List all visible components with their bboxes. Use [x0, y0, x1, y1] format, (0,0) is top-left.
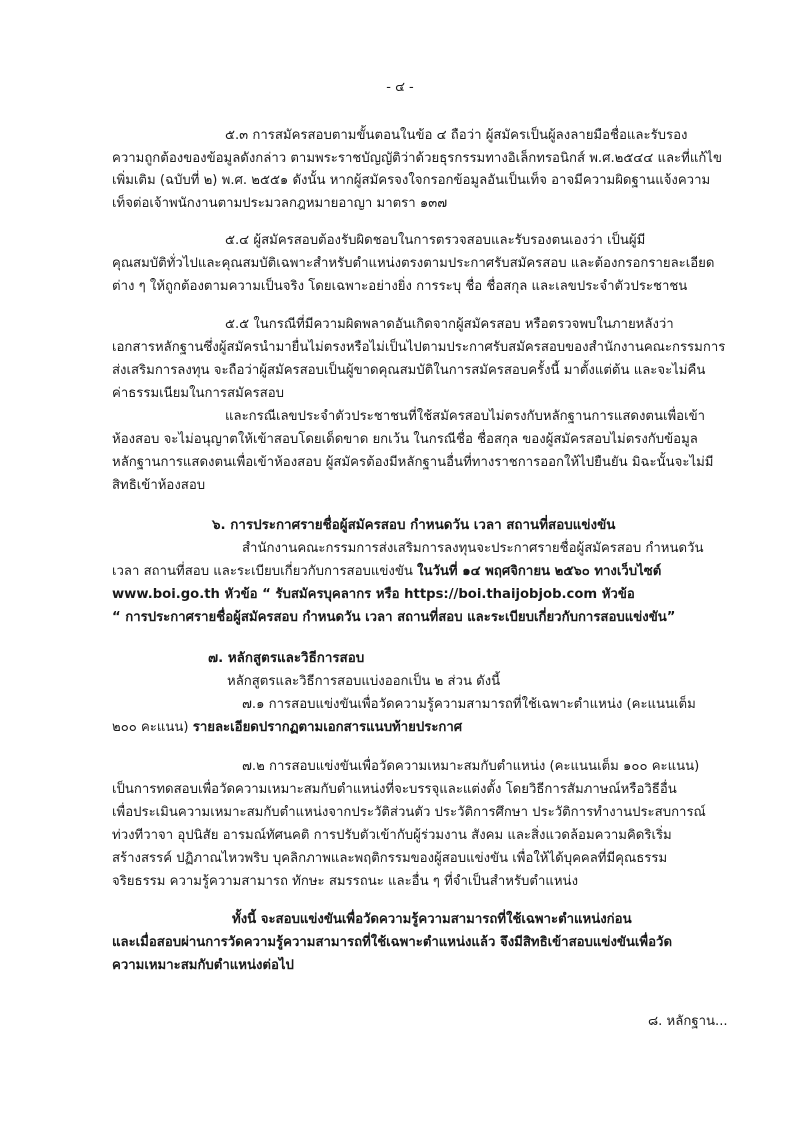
- paragraph-line: [112, 563, 661, 581]
- note-line: ความเหมาะสมกับตำแหน่งต่อไป: [112, 958, 294, 973]
- paragraph-line: ๗.๒ การสอบแข่งขันเพื่อวัดความเหมาะสมกับตำแหน่ง (คะแนนเต็ม ๑๐๐ คะแนน): [242, 759, 700, 774]
- note-line: ทั้งนี้ จะสอบแข่งขันเพื่อวัดความรู้ความสามารถที่ใช้เฉพาะตำแหน่งก่อน: [232, 912, 632, 927]
- paragraph-line: จริยธรรม ความรู้ความสามารถ ทักษะ สมรรถนะ และอื่น ๆ ที่จำเป็นสำหรับตำแหน่ง: [112, 874, 579, 889]
- paragraph-line: คุณสมบัติทั่วไปและคุณสมบัติเฉพาะสำหรับตำแหน่งตรงตามประกาศรับสมัครสอบ และต้องกรอกรายละเอียด: [112, 256, 715, 271]
- paragraph-line: เป็นการทดสอบเพื่อวัดความเหมาะสมกับตำแหน่งที่จะบรรจุและแต่งตั้ง โดยวิธีการสัมภาษณ์หรือวิธีอื่น: [112, 782, 677, 797]
- paragraph-line: เอกสารหลักฐานซึ่งผู้สมัครนำมายื่นไม่ตรงหรือไม่เป็นไปตามประกาศรับสมัครสอบของสำนักงานคณะกรรมการ: [112, 340, 726, 355]
- announcement-date: ในวันที่ ๑๔ พฤศจิกายน ๒๕๖๐ ทางเว็บไซต์: [417, 564, 662, 579]
- paragraph-line: ห้องสอบ จะไม่อนุญาตให้เข้าสอบโดยเด็ดขาด ยกเว้น ในกรณีชื่อ ชื่อสกุล ของผู้สมัครสอบไม่ตรงกับข้อมูล: [112, 432, 698, 447]
- paragraph-line: ๕.๓ การสมัครสอบตามขั้นตอนในข้อ ๔ ถือว่า ผู้สมัครเป็นผู้ลงลายมือชื่อและรับรอง: [225, 128, 688, 143]
- paragraph-line: ๕.๕ ในกรณีที่มีความผิดพลาดอันเกิดจากผู้สมัครสอบ หรือตรวจพบในภายหลังว่า: [225, 317, 674, 332]
- continuation-marker: ๘. หลักฐาน...: [648, 1014, 728, 1029]
- paragraph-line: หลักสูตรและวิธีการสอบแบ่งออกเป็น ๒ ส่วน ดังนี้: [227, 674, 501, 689]
- paragraph-line: และกรณีเลขประจำตัวประชาชนที่ใช้สมัครสอบไม่ตรงกับหลักฐานการแสดงตนเพื่อเข้า: [225, 409, 706, 424]
- website-line: www.boi.go.th หัวข้อ “ รับสมัครบุคลากร หรือ https://boi.thaijobjob.com หัวข้อ: [112, 587, 635, 602]
- section-heading: ๗. หลักสูตรและวิธีการสอบ: [208, 651, 365, 666]
- text-normal: เวลา สถานที่สอบ และระเบียบเกี่ยวกับการสอบแข่งขัน: [112, 564, 418, 579]
- paragraph-line: สิทธิเข้าห้องสอบ: [112, 478, 206, 493]
- paragraph-line: เพิ่มเติม (ฉบับที่ ๒) พ.ศ. ๒๕๕๑ ดังนั้น หากผู้สมัครจงใจกรอกข้อมูลอันเป็นเท็จ อาจมีความผิดฐานแจ้งความ: [112, 173, 711, 188]
- paragraph-line: หลักฐานการแสดงตนเพื่อเข้าห้องสอบ ผู้สมัครต้องมีหลักฐานอื่นที่ทางราชการออกให้ไปยืนยัน มิฉะนั้นจะไม่มี: [112, 455, 714, 470]
- paragraph-line: สร้างสรรค์ ปฏิภาณไหวพริบ บุคลิกภาพและพฤติกรรมของผู้สอบแข่งขัน เพื่อให้ได้บุคคลที่มีคุณธรรม: [112, 851, 668, 866]
- paragraph-line: ความถูกต้องของข้อมูลดังกล่าว ตามพระราชบัญญัติว่าด้วยธุรกรรมทางอิเล็กทรอนิกส์ พ.ศ.๒๕๔๔ และที่แก้ไข: [112, 151, 722, 166]
- section-heading: ๖. การประกาศรายชื่อผู้สมัครสอบ กำหนดวัน เวลา สถานที่สอบแข่งขัน: [212, 518, 616, 533]
- topic-line: “ การประกาศรายชื่อผู้สมัครสอบ กำหนดวัน เวลา สถานที่สอบ และระเบียบเกี่ยวกับการสอบแข่งขัน”: [112, 610, 676, 625]
- paragraph-line: [112, 719, 462, 737]
- paragraph-line: ส่งเสริมการลงทุน จะถือว่าผู้สมัครสอบเป็นผู้ขาดคุณสมบัติในการสมัครสอบครั้งนี้ มาตั้งแต่ต้น และจะไม่คืน: [112, 363, 706, 378]
- paragraph-line: ค่าธรรมเนียมในการสมัครสอบ: [112, 386, 284, 401]
- paragraph-line: ๗.๑ การสอบแข่งขันเพื่อวัดความรู้ความสามารถที่ใช้เฉพาะตำแหน่ง (คะแนนเต็ม: [242, 697, 696, 712]
- page-number: - ๔ -: [386, 80, 414, 95]
- paragraph-line: ท่วงทีวาจา อุปนิสัย อารมณ์ทัศนคติ การปรับตัวเข้ากับผู้ร่วมงาน สังคม และสิ่งแวดล้อมความคิดริเริ่ม: [112, 828, 672, 843]
- paragraph-line: เพื่อประเมินความเหมาะสมกับตำแหน่งจากประวัติส่วนตัว ประวัติการศึกษา ประวัติการทำงานประสบการณ์: [112, 805, 706, 820]
- note-line: และเมื่อสอบผ่านการวัดความรู้ความสามารถที่ใช้เฉพาะตำแหน่งแล้ว จึงมีสิทธิเข้าสอบแข่งขันเพื่อวัด: [112, 935, 673, 950]
- paragraph-line: สำนักงานคณะกรรมการส่งเสริมการลงทุนจะประกาศรายชื่อผู้สมัครสอบ กำหนดวัน: [242, 541, 704, 556]
- paragraph-line: เท็จต่อเจ้าพนักงานตามประมวลกฎหมายอาญา มาตรา ๑๓๗: [112, 196, 448, 211]
- text-bold: รายละเอียดปรากฏตามเอกสารแนบท้ายประกาศ: [192, 720, 463, 735]
- text-normal: ๒๐๐ คะแนน): [112, 720, 193, 735]
- paragraph-line: ๕.๔ ผู้สมัครสอบต้องรับผิดชอบในการตรวจสอบและรับรองตนเองว่า เป็นผู้มี: [225, 233, 646, 248]
- paragraph-line: ต่าง ๆ ให้ถูกต้องตามความเป็นจริง โดยเฉพาะอย่างยิ่ง การระบุ ชื่อ ชื่อสกุล และเลขประจำตัวประชาชน: [112, 279, 688, 294]
